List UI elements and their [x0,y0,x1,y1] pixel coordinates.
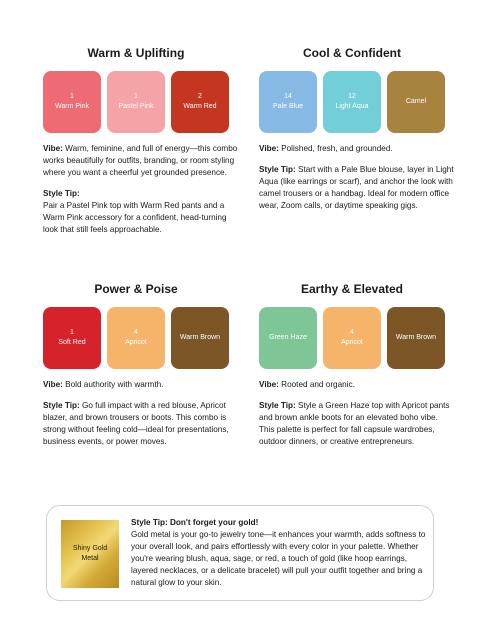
section-warm-uplifting [36,44,236,245]
gold-tip-body: Gold metal is your go-to jewelry tone—it enhances your warmth, adds softness to your overall look, and pairs effortlessly with every color in your palette. Whether you're wearing blush, aqua, sage, or red, a touch of gold (like hoop earrings, layered necklaces, or a delicate bracelet) will pull your outfit together and bring a natural glow to your skin. [131,530,426,587]
swatch-apricot [107,307,165,369]
swatch-soft-red [43,307,101,369]
style-tip-text: Go full impact with a red blouse, Apricot blazer, and brown trousers or boots. This combo is strong without feeling cold—ideal for presentations, business events, or power moves. [43,401,229,446]
swatch-number: 4 [134,329,138,336]
swatch-number: 1 [70,93,74,100]
swatch-name: Warm Brown [395,334,437,341]
vibe-paragraph [43,379,239,391]
swatch-name: Metal [81,555,99,562]
swatch-name: Green Haze [269,334,307,341]
swatch-number: 14 [284,93,292,100]
style-tip-label: Style Tip: [43,189,80,198]
style-tip-text: Style a Green Haze top with Apricot pants and brown ankle boots for an elevated boho vibe. This palette is perfect for fall capsule wardrobes, outdoor dinners, or creative entrepreneurs. [259,401,450,446]
swatch-row [259,71,445,133]
style-tip-paragraph [43,400,239,448]
section-power-poise [36,280,236,457]
vibe-paragraph [43,143,239,179]
swatch-pale-blue [259,71,317,133]
vibe-paragraph [259,143,455,155]
swatch-apricot [323,307,381,369]
vibe-text: Bold authority with warmth. [62,380,164,389]
swatch-green-haze [259,307,317,369]
swatch-name: Camel [405,98,427,105]
swatch-name: Warm Red [183,103,217,110]
swatch-number: 12 [348,93,356,100]
swatch-row [43,307,229,369]
style-tip-paragraph [259,164,455,212]
vibe-label: Vibe: [43,144,63,153]
vibe-label: Vibe: [43,380,63,389]
swatch-row [259,307,445,369]
vibe-label: Vibe: [259,380,279,389]
swatch-name: Apricot [125,339,147,346]
swatch-number: 1 [70,329,74,336]
style-tip-paragraph [43,188,239,236]
vibe-label: Vibe: [259,144,279,153]
section-cool-confident [252,44,452,221]
swatch-warm-red [171,71,229,133]
style-tip-paragraph [259,400,455,448]
section-title: Earthy & Elevated [300,282,404,296]
section-title: Power & Poise [94,282,178,296]
section-description [259,379,455,448]
vibe-text: Rooted and organic. [278,380,355,389]
vibe-text: Polished, fresh, and grounded. [278,144,393,153]
gold-tip-box [46,505,434,601]
swatch-name: Pale Blue [273,103,303,110]
swatch-warm-brown [387,307,445,369]
swatch-name: Light Aqua [335,103,369,110]
swatch-shiny-gold-metal [61,520,119,588]
section-title: Warm & Uplifting [87,46,185,60]
swatch-warm-brown [171,307,229,369]
style-tip-text: Pair a Pastel Pink top with Warm Red pants and a Warm Pink accessory for a confident, head-turning look that still feels approachable. [43,201,227,234]
vibe-paragraph [259,379,455,391]
swatch-camel [387,71,445,133]
swatch-number: 2 [198,93,202,100]
style-tip-text: Start with a Pale Blue blouse, layer in Light Aqua (like earrings or scarf), and anchor the look with camel trousers or a handbag. Ideal for modern office wear, Zoom calls, or daytime speaking gigs. [259,165,454,210]
section-description [43,143,239,236]
section-earthy-elevated [252,280,452,457]
style-tip-label: Style Tip: [259,165,296,174]
swatch-warm-pink [43,71,101,133]
swatch-pastel-pink [107,71,165,133]
swatch-name: Soft Red [58,339,86,346]
section-description [259,143,455,212]
style-tip-label: Style Tip: [43,401,80,410]
section-title: Cool & Confident [303,46,401,60]
swatch-row [43,71,229,133]
gold-tip-title: Style Tip: Don't forget your gold! [131,518,259,527]
swatch-name: Shiny Gold [72,545,108,552]
vibe-text: Warm, feminine, and full of energy—this combo works beautifully for outfits, branding, or room styling where you want a cheerful yet grounded presence. [43,144,238,177]
swatch-name: Pastel Pink [118,103,154,110]
swatch-name: Warm Brown [179,334,221,341]
swatch-number: 4 [350,329,354,336]
swatch-number: 1 [134,93,138,100]
swatch-light-aqua [323,71,381,133]
section-description [43,379,239,448]
style-tip-label: Style Tip: [259,401,296,410]
swatch-name: Warm Pink [55,103,89,110]
gold-tip-text [131,517,427,589]
swatch-name: Apricot [341,339,363,346]
